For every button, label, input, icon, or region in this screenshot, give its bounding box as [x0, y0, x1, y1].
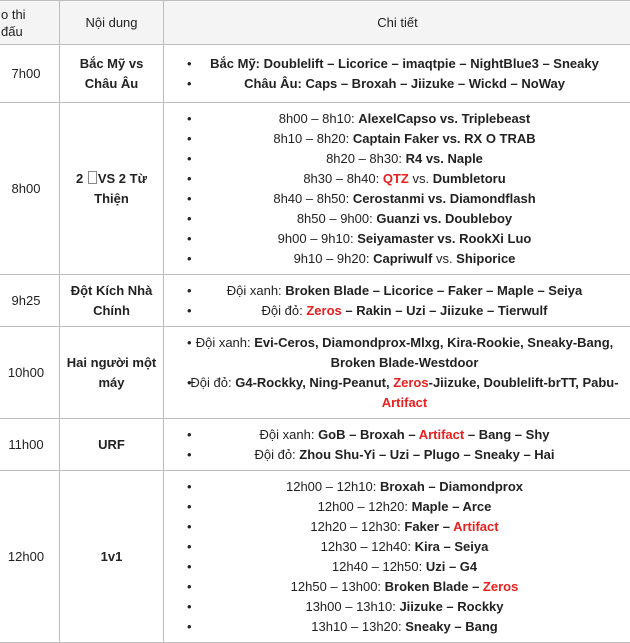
list-item	[170, 445, 625, 465]
list-item	[170, 229, 625, 249]
time-label: 12h00	[8, 549, 44, 564]
detail-text: 12h40 – 12h50:	[332, 559, 426, 574]
detail-text: Cerostanmi vs. Diamondflash	[353, 191, 536, 206]
content-cell	[60, 275, 164, 327]
detail-text: GoB – Broxah –	[318, 427, 419, 442]
detail-text: Broxah – Diamondprox	[380, 479, 523, 494]
detail-text: Captain Faker vs. RX O TRAB	[353, 131, 536, 146]
content-cell	[60, 45, 164, 103]
content-cell	[60, 471, 164, 643]
detail-list	[164, 275, 630, 326]
header-time-label: o thi đấu	[1, 7, 26, 39]
list-item	[170, 109, 625, 129]
detail-text: -Jiizuke, Doublelift-brTT, Pabu-	[429, 375, 619, 390]
highlight-name: Artifact	[382, 395, 428, 410]
time-label: 11h00	[8, 437, 43, 452]
detail-text: – Rakin – Uzi – Jiizuke – Tierwulf	[342, 303, 548, 318]
detail-text: 13h10 – 13h20:	[311, 619, 405, 634]
list-item	[170, 577, 625, 597]
detail-text: 12h20 – 12h30:	[310, 519, 404, 534]
detail-text: 12h50 – 13h00:	[291, 579, 385, 594]
detail-text: Dumbletoru	[433, 171, 506, 186]
list-item	[170, 301, 625, 321]
detail-text: Đội đỏ:	[254, 447, 299, 462]
list-item	[170, 54, 625, 74]
list-item	[170, 149, 625, 169]
header-content	[60, 1, 164, 45]
content-label: Hai người một máy	[67, 355, 156, 390]
highlight-name: Artifact	[419, 427, 465, 442]
detail-list	[164, 327, 630, 418]
detail-cell	[164, 327, 630, 419]
time-cell	[0, 419, 60, 471]
time-cell	[0, 327, 60, 419]
detail-text: 8h40 – 8h50:	[273, 191, 353, 206]
detail-text: Broken Blade – Licorice – Faker – Maple – Seiya	[285, 283, 582, 298]
time-label: 7h00	[12, 66, 41, 81]
list-item	[170, 333, 625, 373]
content-label: Đột Kích Nhà Chính	[71, 283, 153, 318]
schedule-row	[0, 327, 630, 419]
highlight-name: QTZ	[383, 171, 409, 186]
detail-text: Capriwulf	[373, 251, 432, 266]
detail-text: Seiyamaster vs. RookXi Luo	[357, 231, 531, 246]
detail-cell	[164, 45, 630, 103]
header-content-label: Nội dung	[85, 15, 137, 30]
content-cell	[60, 103, 164, 275]
time-cell	[0, 275, 60, 327]
detail-text: Shiporice	[456, 251, 515, 266]
detail-text: 8h30 – 8h40:	[303, 171, 383, 186]
detail-text: Zhou Shu-Yi – Uzi – Plugo – Sneaky – Hai	[299, 447, 554, 462]
schedule-row	[0, 103, 630, 275]
detail-text: Đội đỏ:	[262, 303, 307, 318]
detail-text: Đội xanh:	[260, 427, 319, 442]
detail-text: – Bang – Shy	[464, 427, 549, 442]
detail-list	[164, 419, 630, 470]
detail-text: Faker –	[404, 519, 453, 534]
header-time	[0, 1, 60, 45]
detail-text: Jiizuke – Rockky	[399, 599, 503, 614]
detail-list	[164, 103, 630, 274]
time-label: 10h00	[8, 365, 44, 380]
detail-text: 8h50 – 9h00:	[297, 211, 377, 226]
detail-text: Evi-Ceros, Diamondprox-Mlxg, Kira-Rookie, Sneaky-Bang, Broken Blade-Westdoor	[254, 335, 613, 370]
time-label: 9h25	[12, 293, 41, 308]
detail-text: Bắc Mỹ: Doublelift – Licorice – imaqtpie – NightBlue3 – Sneaky	[210, 56, 599, 71]
list-item	[170, 517, 625, 537]
list-item	[170, 169, 625, 189]
schedule-row	[0, 471, 630, 643]
detail-text: G4-Rockky, Ning-Peanut,	[235, 375, 393, 390]
detail-text: Châu Âu: Caps – Broxah – Jiizuke – Wickd – NoWay	[244, 76, 565, 91]
detail-text: vs.	[432, 251, 456, 266]
content-label-part: VS 2 Từ Thiện	[94, 171, 147, 206]
detail-text: Guanzi vs. Doubleboy	[376, 211, 512, 226]
detail-cell	[164, 103, 630, 275]
detail-text: Đội đỏ:	[190, 375, 235, 390]
detail-list	[164, 471, 630, 642]
list-item	[170, 189, 625, 209]
detail-cell	[164, 275, 630, 327]
content-label: 1v1	[101, 549, 123, 564]
time-cell	[0, 471, 60, 643]
list-item	[170, 129, 625, 149]
content-cell	[60, 327, 164, 419]
list-item	[170, 373, 625, 413]
content-label-part: 2	[76, 171, 87, 186]
list-item	[170, 425, 625, 445]
detail-text: Kira – Seiya	[415, 539, 489, 554]
highlight-name: Zeros	[306, 303, 341, 318]
list-item	[170, 249, 625, 269]
detail-text: 12h00 – 12h10:	[286, 479, 380, 494]
detail-text: Đội xanh:	[196, 335, 255, 350]
list-item	[170, 74, 625, 94]
list-item	[170, 617, 625, 637]
header-detail	[164, 1, 630, 45]
detail-text: AlexelCapso vs. Triplebeast	[358, 111, 530, 126]
content-cell	[60, 419, 164, 471]
content-label: Bắc Mỹ vs Châu Âu	[80, 56, 144, 91]
time-label: 8h00	[12, 181, 41, 196]
highlight-name: Artifact	[453, 519, 499, 534]
list-item	[170, 497, 625, 517]
content-label: URF	[98, 437, 125, 452]
list-item	[170, 557, 625, 577]
detail-text: vs.	[409, 171, 433, 186]
detail-text: 12h30 – 12h40:	[321, 539, 415, 554]
time-cell	[0, 45, 60, 103]
list-item	[170, 477, 625, 497]
detail-text: Đội xanh:	[227, 283, 286, 298]
list-item	[170, 209, 625, 229]
highlight-name: Zeros	[393, 375, 428, 390]
schedule-row	[0, 275, 630, 327]
detail-text: 8h10 – 8h20:	[273, 131, 353, 146]
detail-text: Sneaky – Bang	[405, 619, 498, 634]
detail-text: R4 vs. Naple	[406, 151, 483, 166]
highlight-name: Zeros	[483, 579, 518, 594]
missing-glyph-icon	[88, 171, 97, 184]
detail-text: 8h20 – 8h30:	[326, 151, 406, 166]
list-item	[170, 537, 625, 557]
detail-text: Maple – Arce	[412, 499, 492, 514]
detail-text: 9h00 – 9h10:	[278, 231, 358, 246]
detail-text: 9h10 – 9h20:	[294, 251, 374, 266]
detail-cell	[164, 471, 630, 643]
detail-text: 8h00 – 8h10:	[279, 111, 359, 126]
header-row	[0, 1, 630, 45]
detail-cell	[164, 419, 630, 471]
detail-text: Uzi – G4	[426, 559, 477, 574]
detail-text: 13h00 – 13h10:	[305, 599, 399, 614]
time-cell	[0, 103, 60, 275]
detail-list	[164, 48, 630, 99]
list-item	[170, 597, 625, 617]
detail-text: 12h00 – 12h20:	[318, 499, 412, 514]
schedule-row	[0, 419, 630, 471]
detail-text: Broken Blade –	[385, 579, 483, 594]
header-detail-label: Chi tiết	[377, 15, 417, 30]
list-item	[170, 281, 625, 301]
schedule-row	[0, 45, 630, 103]
